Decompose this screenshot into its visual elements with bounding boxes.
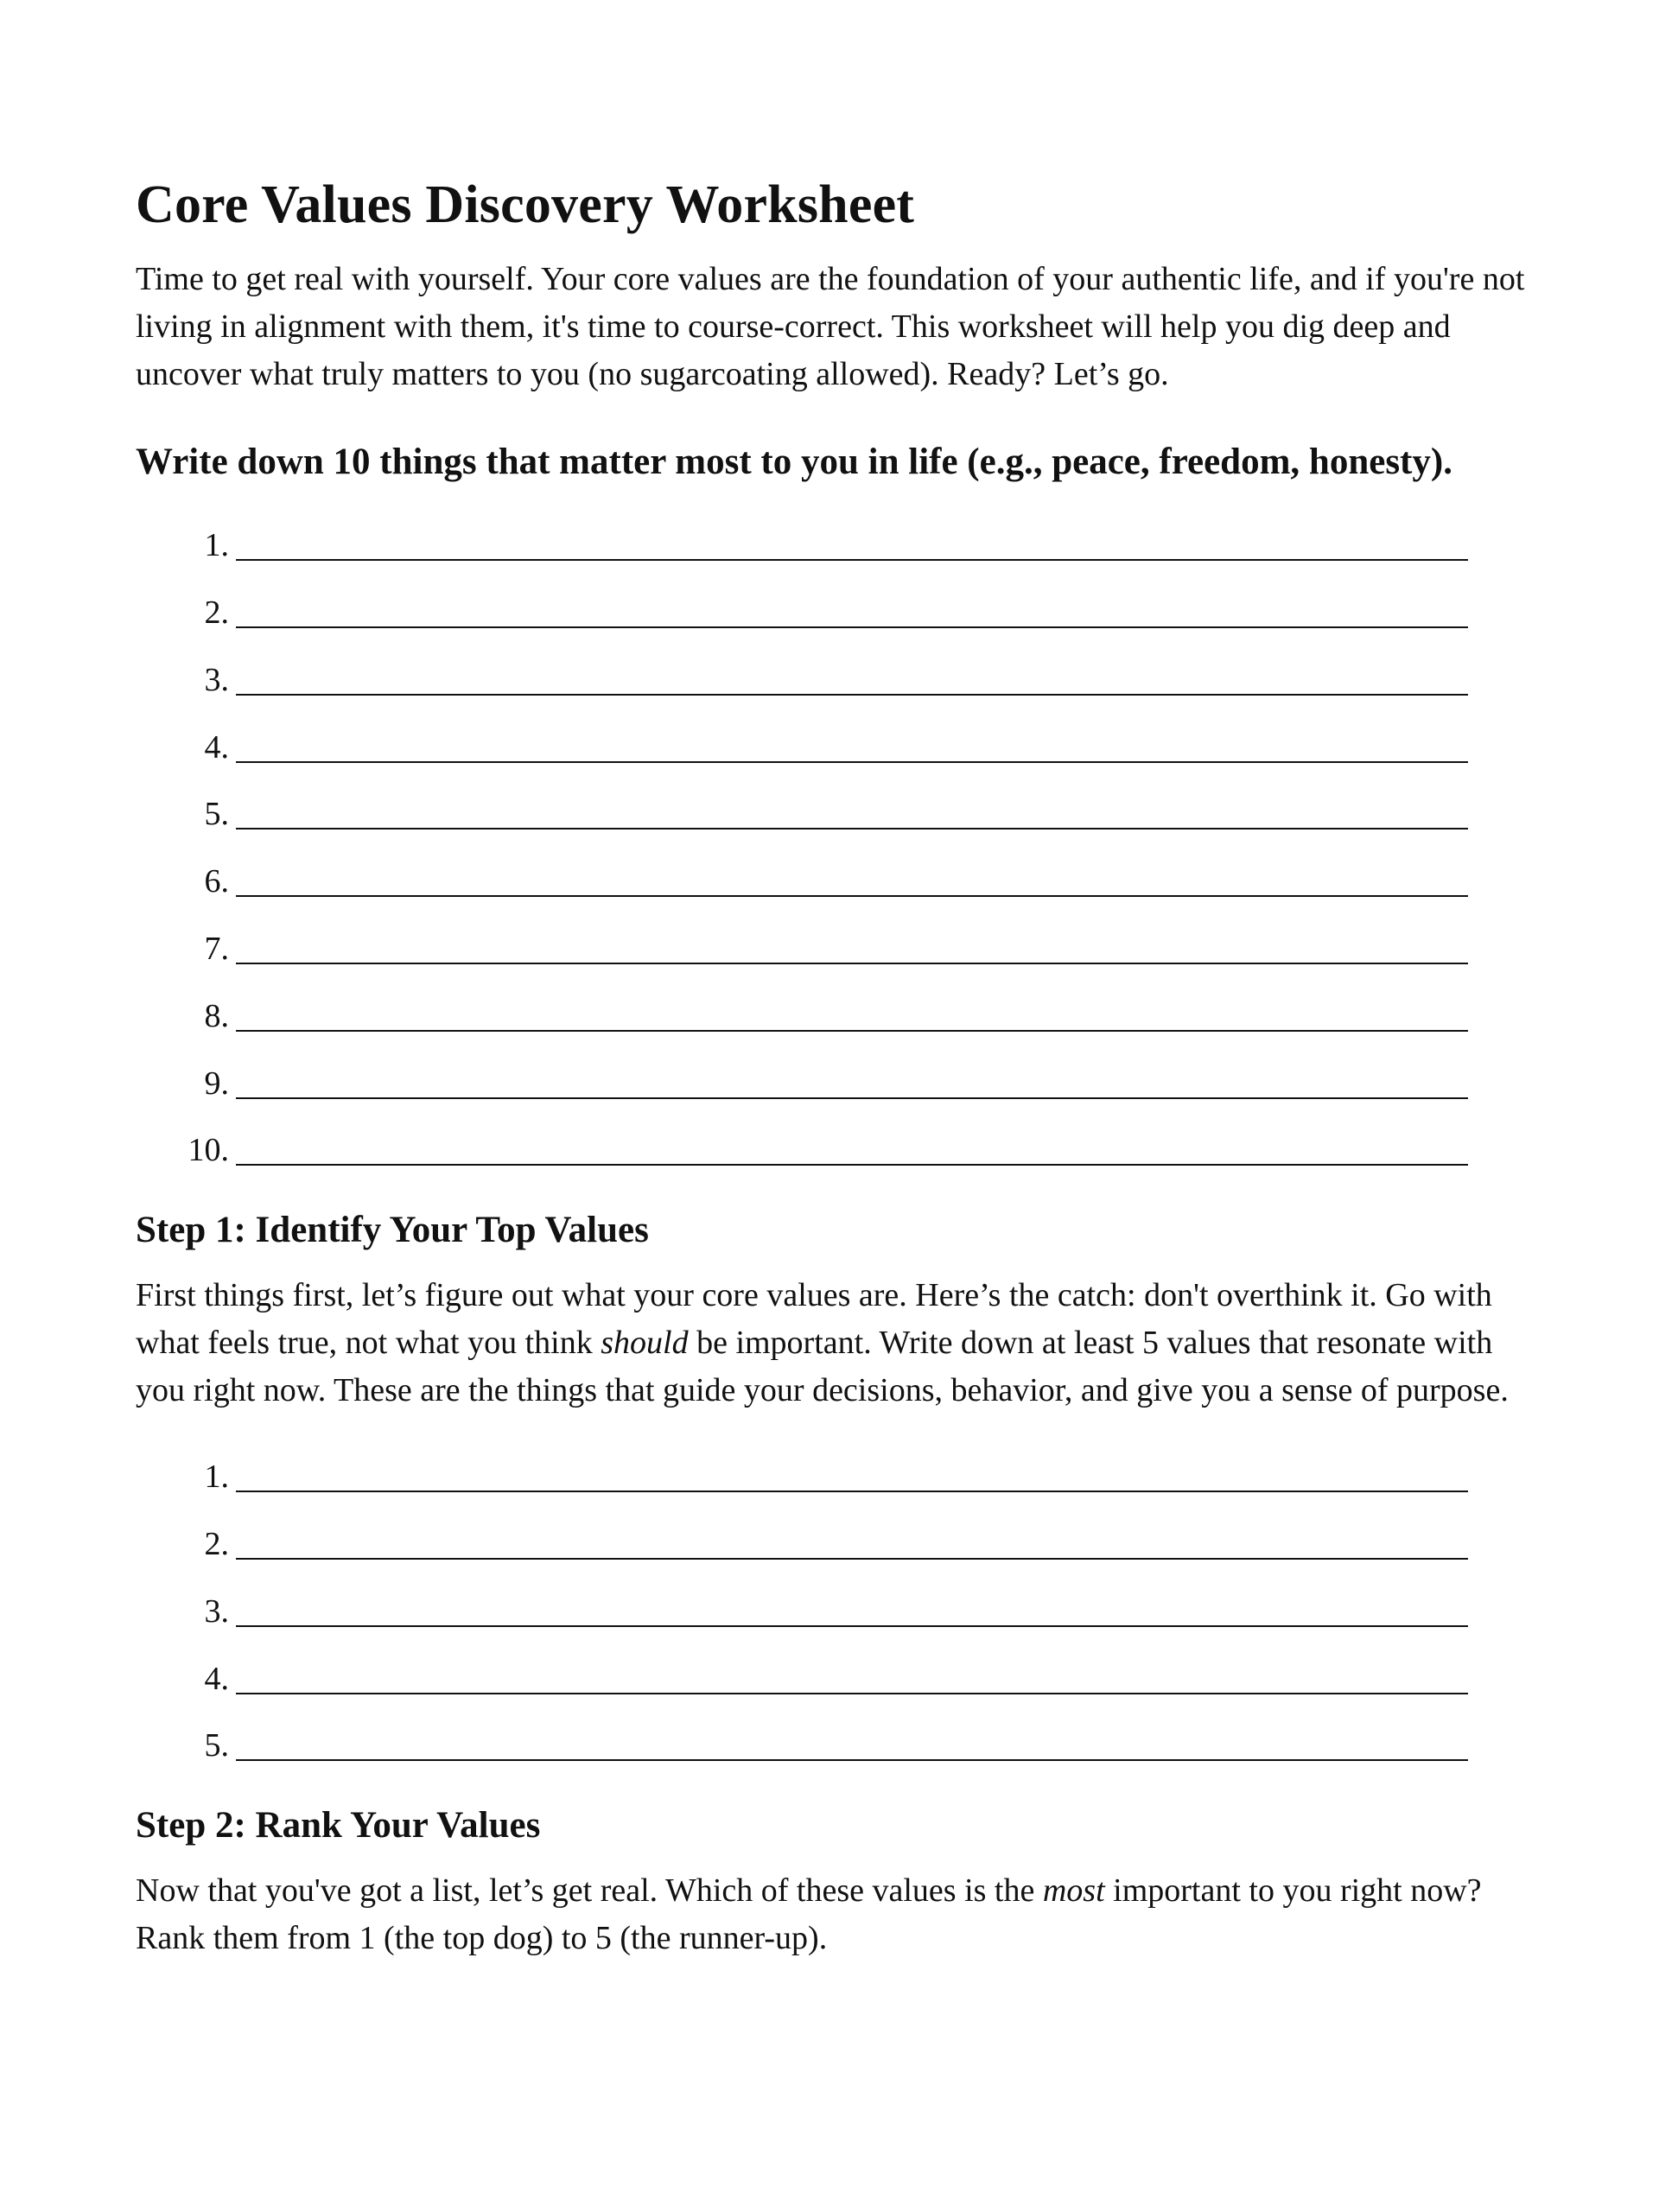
page-title: Core Values Discovery Worksheet	[136, 175, 915, 234]
answer-line[interactable]	[236, 626, 1468, 628]
step1-text-before: First things first, let’s figure out what your core values are. Here’s the catch: don't overthink it. Go with what feels true, not what you think	[136, 1277, 1492, 1362]
step2-text-before: Now that you've got a list, let’s get real. Which of these values is the	[136, 1872, 1043, 1910]
list-item	[136, 1698, 1544, 1765]
intro-paragraph: Time to get real with yourself. Your core values are the foundation of your authentic life, and if you're not living in alignment with them, it's time to course-correct. This worksheet will help you dig deep and uncover what truly matters to you (no sugarcoating allowed). Ready? Let’s go.	[136, 261, 1525, 393]
answer-line[interactable]	[236, 694, 1468, 696]
list-number: 4.	[204, 1660, 229, 1697]
answer-line[interactable]	[236, 828, 1468, 830]
step1-heading: Step 1: Identify Your Top Values	[136, 1210, 649, 1251]
list-number: 2.	[204, 594, 229, 631]
step2-emphasis: most	[1042, 1872, 1105, 1910]
answer-line[interactable]	[236, 1693, 1468, 1694]
list-item	[136, 699, 1544, 766]
list-number: 5.	[204, 796, 229, 833]
step2-text-after: important to you right now? Rank them from 1 (the top dog) to 5 (the runner-up).	[136, 1872, 1482, 1957]
list-number: 2.	[204, 1525, 229, 1562]
answer-line[interactable]	[236, 1491, 1468, 1492]
list-number: 3.	[204, 661, 229, 698]
step1-paragraph	[136, 1272, 1544, 1414]
worksheet-page	[136, 173, 1544, 1962]
values-prompt: Write down 10 things that matter most to you in life (e.g., peace, freedom, honesty).	[136, 442, 1452, 483]
answer-line[interactable]	[236, 963, 1468, 964]
list-item	[136, 497, 1544, 564]
list-number: 4.	[204, 728, 229, 766]
list-number: 8.	[204, 997, 229, 1034]
answer-line[interactable]	[236, 761, 1468, 763]
list-item	[136, 968, 1544, 1035]
list-number: 5.	[204, 1727, 229, 1764]
answer-line[interactable]	[236, 1759, 1468, 1761]
answer-line[interactable]	[236, 1097, 1468, 1099]
step2-heading: Step 2: Rank Your Values	[136, 1805, 541, 1847]
list-item	[136, 1035, 1544, 1103]
answer-line[interactable]	[236, 1625, 1468, 1627]
top-values-list	[136, 1428, 1544, 1764]
list-item	[136, 1103, 1544, 1170]
list-item	[136, 564, 1544, 632]
list-number: 1.	[204, 527, 229, 564]
list-number: 6.	[204, 863, 229, 900]
list-item	[136, 766, 1544, 834]
list-number: 7.	[204, 930, 229, 967]
list-number: 3.	[204, 1592, 229, 1630]
list-item	[136, 900, 1544, 968]
answer-line[interactable]	[236, 559, 1468, 561]
step1-emphasis: should	[601, 1325, 689, 1362]
list-item	[136, 1496, 1544, 1563]
answer-line[interactable]	[236, 895, 1468, 897]
list-item	[136, 1428, 1544, 1496]
step1-text-after: be important. Write down at least 5 values that resonate with you right now. These are the things that guide your decisions, behavior, and give you a sense of purpose.	[136, 1325, 1509, 1409]
list-item	[136, 632, 1544, 699]
values-list	[136, 497, 1544, 1169]
answer-line[interactable]	[236, 1558, 1468, 1560]
list-number: 1.	[204, 1459, 229, 1496]
step2-paragraph	[136, 1867, 1544, 1962]
list-number: 10.	[188, 1132, 229, 1169]
answer-line[interactable]	[236, 1030, 1468, 1032]
list-number: 9.	[204, 1065, 229, 1102]
answer-line[interactable]	[236, 1164, 1468, 1166]
list-item	[136, 833, 1544, 900]
list-item	[136, 1563, 1544, 1630]
list-item	[136, 1630, 1544, 1698]
